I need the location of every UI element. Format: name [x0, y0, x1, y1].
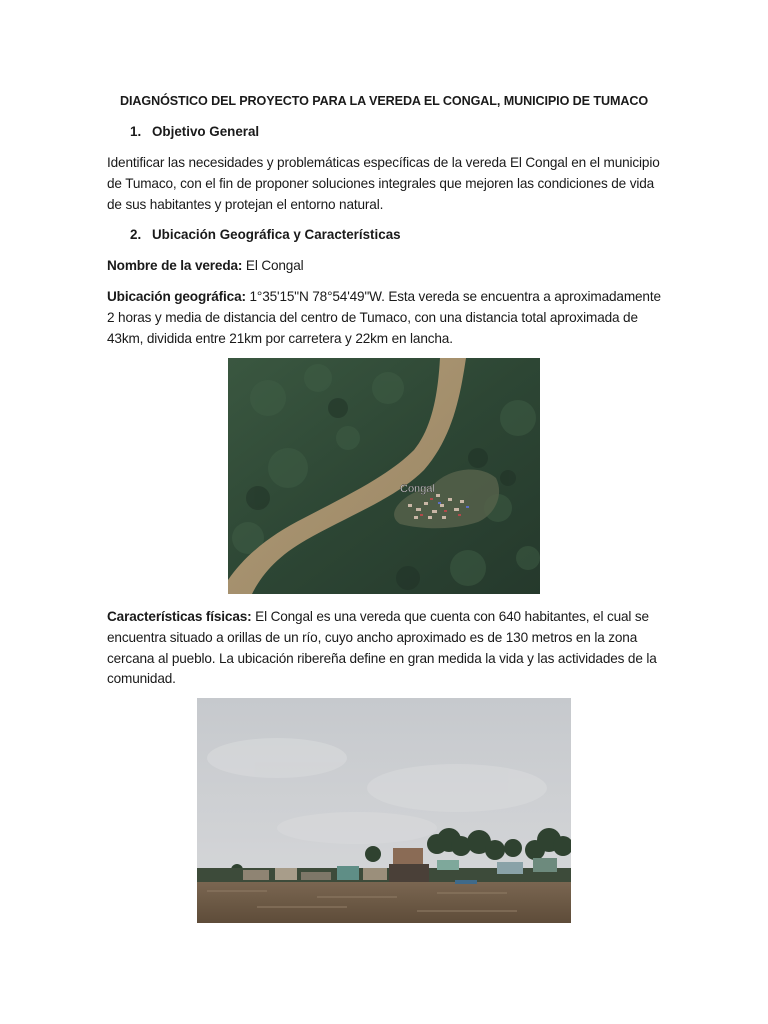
river-photo	[197, 698, 571, 923]
map-place-label: Congal	[400, 483, 435, 495]
satellite-map-image	[228, 358, 540, 594]
physical-value: El Congal es una vereda que cuenta con 640 habitantes, el cual se encuentra situado a orillas de un río, cuyo ancho aproximado es de 130 metros en la zona cercana al pueblo. La ubicación ribereña define en gran medida la vida y las actividades de la comunidad.	[107, 609, 657, 687]
location-paragraph	[107, 287, 663, 349]
section-number: 2.	[130, 227, 142, 242]
village-name-line	[107, 256, 663, 277]
village-name-label: Nombre de la vereda:	[107, 258, 243, 273]
objective-paragraph: Identificar las necesidades y problemáticas específicas de la vereda El Congal en el municipio de Tumaco, con el fin de proponer soluciones integrales que mejoren las condiciones de vida de sus habitantes y protejan el entorno natural.	[107, 155, 660, 212]
location-label: Ubicación geográfica:	[107, 289, 246, 304]
section-title: Ubicación Geográfica y Características	[152, 227, 401, 242]
village-name-value: El Congal	[245, 258, 304, 273]
location-value: 1°35'15"N 78°54'49"W. Esta vereda se encuentra a aproximadamente 2 horas y media de distancia del centro de Tumaco, con una distancia total aproximada de 43km, dividida entre 21km por carretera y 22km en lancha.	[107, 289, 661, 346]
section-title: Objetivo General	[152, 124, 260, 139]
physical-paragraph	[107, 607, 663, 690]
section-number: 1.	[130, 124, 142, 139]
document-title: DIAGNÓSTICO DEL PROYECTO PARA LA VEREDA EL CONGAL, MUNICIPIO DE TUMACO	[119, 94, 649, 108]
physical-label: Características físicas:	[107, 609, 252, 624]
